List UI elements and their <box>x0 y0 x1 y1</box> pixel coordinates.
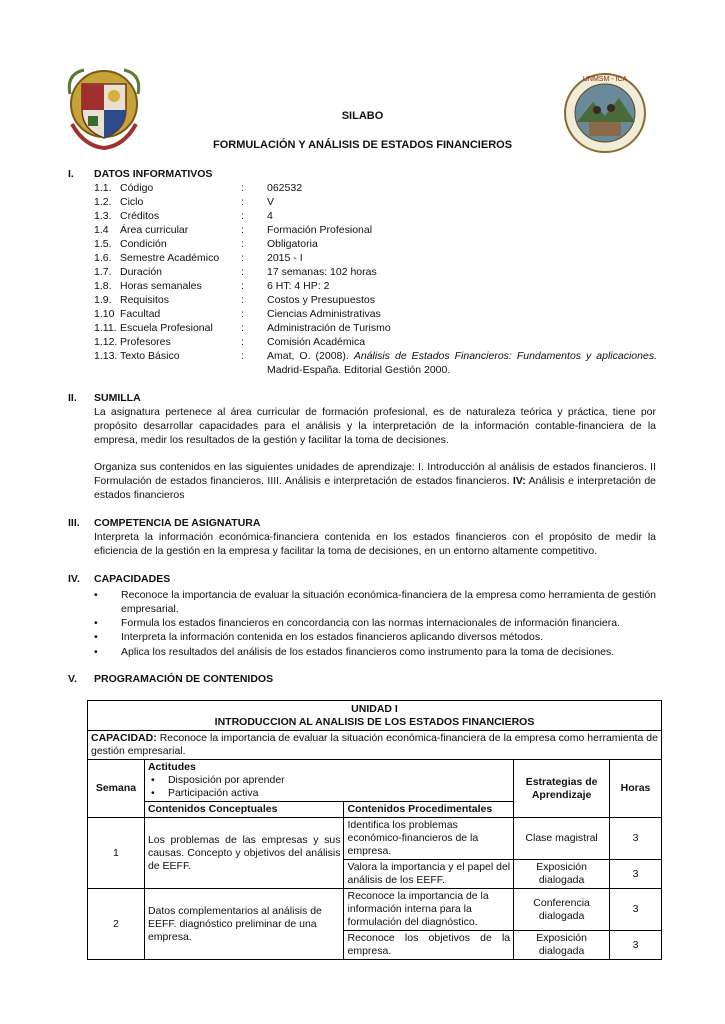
conceptual-cell: Los problemas de las empresas y sus causas. Concepto y objetivos del análisis de EEFF. <box>144 818 344 889</box>
procedimentales-header: Contenidos Procedimentales <box>344 802 514 818</box>
unidad-header: UNIDAD I INTRODUCCION AL ANALISIS DE LOS ESTADOS FINANCIEROS <box>88 701 662 731</box>
info-colon: : <box>241 266 244 278</box>
info-number: 1.1. <box>94 182 112 194</box>
info-label: Código <box>120 182 154 194</box>
university-crest-logo <box>64 64 144 150</box>
info-row <box>94 279 674 293</box>
info-number: 1.13. <box>94 350 118 362</box>
info-row <box>94 335 674 349</box>
conceptual-cell: Datos complementarios al análisis de EEFF. diagnóstico preliminar de una empresa. <box>144 889 344 960</box>
info-number: 1.5. <box>94 238 112 250</box>
actitud-item: • Disposición por aprender <box>150 774 285 786</box>
info-value: Comisión Académica <box>267 336 366 348</box>
info-row <box>94 321 674 335</box>
info-label: Semestre Académico <box>120 252 220 264</box>
programacion-table <box>87 700 662 960</box>
info-number: 1.6. <box>94 252 112 264</box>
info-value: 2015 - I <box>267 252 303 264</box>
info-row <box>94 251 674 265</box>
info-label: Escuela Profesional <box>120 322 213 334</box>
info-number: 1.7. <box>94 266 112 278</box>
course-title: FORMULACIÓN Y ANÁLISIS DE ESTADOS FINANCIEROS <box>212 139 513 151</box>
info-number: 1.4 <box>94 224 109 236</box>
info-label: Texto Básico <box>120 350 180 362</box>
capacidad-item: • Interpreta la información contenida en los estados financieros aplicando diversos métodos. <box>94 631 543 643</box>
procedimental-cell: Valora la importancia y el papel del análisis de los EEFF. <box>344 860 514 889</box>
info-row <box>94 209 674 223</box>
capacidad-item: • Reconoce la importancia de evaluar la situación económica-financiera de la empresa como herramienta de gestión empresarial. <box>94 589 656 615</box>
estrategia-cell: Conferencia dialogada <box>514 889 610 931</box>
info-label: Área curricular <box>120 224 189 236</box>
info-value: 062532 <box>267 182 303 194</box>
info-value: 6 HT: 4 HP: 2 <box>267 280 330 292</box>
actitud-item: • Participación activa <box>150 787 259 799</box>
bullet-icon: • <box>94 631 98 643</box>
info-label: Condición <box>120 238 167 250</box>
info-label: Requisitos <box>120 294 170 306</box>
info-number: 1.10 <box>94 308 115 320</box>
info-number: 1.11. <box>94 322 117 334</box>
bullet-icon: • <box>94 589 98 601</box>
horas-cell: 3 <box>610 931 662 960</box>
info-value: V <box>267 196 275 208</box>
bullet-icon: • <box>150 774 155 786</box>
info-colon: : <box>241 238 244 250</box>
info-colon: : <box>241 294 244 306</box>
info-row <box>94 265 674 279</box>
info-colon: : <box>241 336 244 348</box>
info-colon: : <box>241 322 244 334</box>
bullet-icon: • <box>94 617 98 629</box>
info-value: 4 <box>267 210 273 222</box>
info-colon: : <box>241 252 244 264</box>
info-colon: : <box>241 224 244 236</box>
info-label: Duración <box>120 266 163 278</box>
info-colon: : <box>241 308 244 320</box>
capacidad-row: CAPACIDAD: Reconoce la importancia de evaluar la situación económica-financiera de la empresa como herramienta de gestión empresarial. <box>88 731 662 760</box>
bullet-icon: • <box>150 787 155 799</box>
estrategia-cell: Exposición dialogada <box>514 860 610 889</box>
page-title: SILABO <box>341 110 384 122</box>
actitudes-cell: Actitudes • Disposición por aprender • Participación activa <box>144 760 513 802</box>
info-colon: : <box>241 280 244 292</box>
table-row <box>88 818 662 860</box>
info-value: Costos y Presupuestos <box>267 294 375 306</box>
info-number: 1.2. <box>94 196 112 208</box>
info-number: 1.9. <box>94 294 112 306</box>
info-row <box>94 181 674 195</box>
sumilla-paragraph-2: Organiza sus contenidos en las siguientes unidades de aprendizaje: I. Introducción al análisis de estados financieros. II Formulación de estados financieros. IIII. Análisis e interpretación de estados financieros. IV: Análisis e interpretación de estados financieros <box>94 461 657 501</box>
info-colon: : <box>241 210 244 222</box>
svg-text:UNMSM - ICA: UNMSM - ICA <box>582 76 628 83</box>
horas-header: Horas <box>610 760 662 818</box>
info-number: 1.8. <box>94 280 112 292</box>
info-row <box>94 223 674 237</box>
conceptuales-header: Contenidos Conceptuales <box>144 802 344 818</box>
info-number: 1.12. <box>94 336 118 348</box>
info-value: Obligatoria <box>267 238 318 250</box>
table-row <box>88 889 662 931</box>
competencia-paragraph: Interpreta la información económica-financiera contenida en los estados financieros con el propósito de medir la eficiencia de la gestión en la empresa y facilitar la toma de decisiones, en un entorno altamente competitivo. <box>94 531 656 557</box>
horas-cell: 3 <box>610 818 662 860</box>
texto-basico-value: Amat, O. (2008). Análisis de Estados Financieros: Fundamentos y aplicaciones. Madrid-España. Editorial Gestión 2000. <box>267 350 657 376</box>
capacidad-item: • Formula los estados financieros en concordancia con las normas internacionales de información financiera. <box>94 617 621 629</box>
estrategia-cell: Clase magistral <box>514 818 610 860</box>
semana-header: Semana <box>88 760 145 818</box>
semana-cell: 1 <box>88 818 145 889</box>
info-value: Ciencias Administrativas <box>267 308 381 320</box>
procedimental-cell: Reconoce los objetivos de la empresa. <box>344 931 514 960</box>
info-label: Profesores <box>120 336 171 348</box>
info-value: Formación Profesional <box>267 224 373 236</box>
procedimental-cell: Reconoce la importancia de la información interna para la formulación del diagnóstico. <box>344 889 514 931</box>
info-label: Ciclo <box>120 196 144 208</box>
info-colon: : <box>241 182 244 194</box>
info-label: Créditos <box>120 210 160 222</box>
info-row <box>94 195 674 209</box>
procedimental-cell: Identifica los problemas económico-financieros de la empresa. <box>344 818 514 860</box>
info-value: Administración de Turismo <box>267 322 391 334</box>
info-label: Horas semanales <box>120 280 202 292</box>
bullet-icon: • <box>94 646 98 658</box>
info-row <box>94 293 674 307</box>
info-number: 1.3. <box>94 210 112 222</box>
horas-cell: 3 <box>610 860 662 889</box>
estrategia-cell: Exposición dialogada <box>514 931 610 960</box>
info-row <box>94 307 674 321</box>
info-label: Facultad <box>120 308 161 320</box>
info-colon: : <box>241 196 244 208</box>
capacidad-item: • Aplica los resultados del análisis de los estados financieros como instrumento para la toma de decisiones. <box>94 646 615 658</box>
info-row <box>94 237 674 251</box>
horas-cell: 3 <box>610 889 662 931</box>
info-colon: : <box>241 350 244 362</box>
info-value: 17 semanas: 102 horas <box>267 266 377 278</box>
estrategias-header: Estrategias de Aprendizaje <box>514 760 610 818</box>
semana-cell: 2 <box>88 889 145 960</box>
sumilla-paragraph-1: La asignatura pertenece al área curricular de formación profesional, es de naturaleza teórica y práctica, tiene por propósito desarrollar capacidades para el análisis y la interpretación de la información contable-financiera de la empresa, medir los resultados de la gestión y facilitar la toma de decisiones. <box>94 406 656 446</box>
